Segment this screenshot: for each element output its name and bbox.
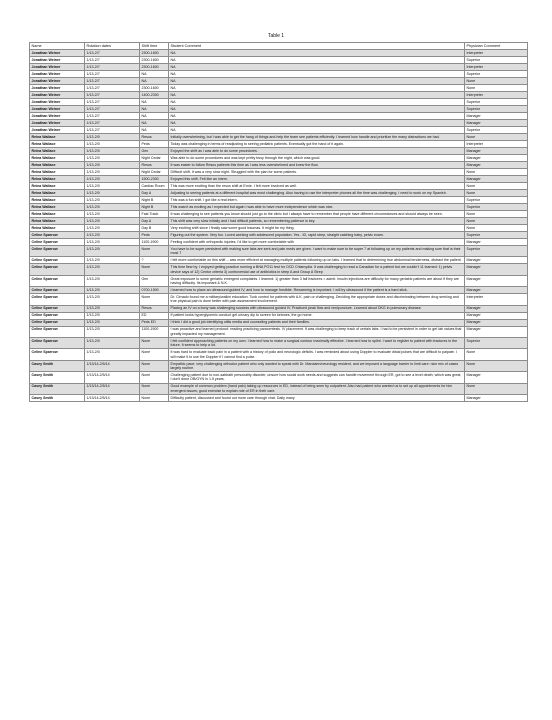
student-comment-cell: NA <box>169 78 465 85</box>
shift-time-cell: Gen <box>140 148 169 155</box>
table-row <box>30 372 528 383</box>
student-comment-cell: Adjusting to seeing patients at a different hospital was most challenging. Also having to use the interpreter phones all the time was challenging. I need to work on my Spanish. <box>169 190 465 197</box>
shift-time-cell: 2300-1600 <box>140 57 169 64</box>
physician-comment-cell: None <box>465 78 528 85</box>
rotation-dates-cell: 1/13-2/0 <box>85 169 140 176</box>
rotation-dates-cell: 1/13-2/0 <box>85 305 140 312</box>
rotation-dates-cell: 1/13-2/0 <box>85 218 140 225</box>
student-comment-cell: NA <box>169 85 465 92</box>
shift-time-cell: None <box>140 383 169 394</box>
header-name: Name <box>30 43 85 50</box>
student-comment-cell: NA <box>169 99 465 106</box>
physician-comment-cell: Manager <box>465 312 528 319</box>
physician-comment-cell: Manager <box>465 264 528 275</box>
physician-comment-cell: None <box>465 183 528 190</box>
name-cell: Celine Sparrow <box>30 326 85 337</box>
shift-time-cell: 0700-1500 <box>140 287 169 294</box>
table-row <box>30 349 528 360</box>
student-comment-cell: This was a fun shift. I got like a real intern. <box>169 197 465 204</box>
physician-comment-cell: Superior <box>465 106 528 113</box>
physician-comment-cell: Superior <box>465 99 528 106</box>
shift-time-cell: Day A <box>140 190 169 197</box>
student-comment-cell: NA <box>169 71 465 78</box>
physician-comment-cell: Manager <box>465 155 528 162</box>
table-row <box>30 312 528 319</box>
shift-time-cell: None <box>140 338 169 349</box>
table-row <box>30 113 528 120</box>
rotation-dates-cell: 1/13-2/0 <box>85 211 140 218</box>
rotation-dates-cell: 1/13-2/0 <box>85 312 140 319</box>
rotation-dates-cell: 1/13-2/7 <box>85 113 140 120</box>
rotation-dates-cell: 1/13-2/0 <box>85 141 140 148</box>
table-row <box>30 106 528 113</box>
student-comment-cell: Dr. Cirnado found me a military/walkin education. Took control for patients with A.K. pain or challenging. Deciding the appropriate doses and discriminating between drug seeking and true physical pain is done better with pain assessment involvement. <box>169 294 465 305</box>
student-comment-cell: It was challenging to see patients you know should just go to the clinic but I always have to remember that people have different circumstances and should always be seen. <box>169 211 465 218</box>
shift-time-cell: None <box>140 360 169 371</box>
physician-comment-cell: Manager <box>465 162 528 169</box>
name-cell: Reina Wallace <box>30 218 85 225</box>
physician-comment-cell: Manager <box>465 275 528 286</box>
rotation-dates-cell: 1/13-2/0 <box>85 183 140 190</box>
student-comment-cell: NA <box>169 127 465 134</box>
name-cell: Celine Sparrow <box>30 319 85 326</box>
physician-comment-cell: Manager <box>465 239 528 246</box>
table-row <box>30 275 528 286</box>
physician-comment-cell: None <box>465 218 528 225</box>
student-comment-cell: Enjoyed the shift as I was able to do some procedures. <box>169 148 465 155</box>
rotation-dates-cell: 1/13-2/7 <box>85 120 140 127</box>
table-row <box>30 204 528 211</box>
name-cell: Reina Wallace <box>30 176 85 183</box>
name-cell: Jonathan Weiner <box>30 127 85 134</box>
physician-comment-cell: Superior <box>465 338 528 349</box>
table-body <box>30 50 528 402</box>
table-row <box>30 176 528 183</box>
name-cell: Jonathan Weiner <box>30 92 85 99</box>
rotation-dates-cell: 1/13-2/0 <box>85 239 140 246</box>
name-cell: Jonathan Weiner <box>30 78 85 85</box>
rotation-dates-cell: 1/13-2/7 <box>85 71 140 78</box>
physician-comment-cell: Superior <box>465 232 528 239</box>
name-cell: Celine Sparrow <box>30 275 85 286</box>
name-cell: Celine Sparrow <box>30 239 85 246</box>
table-row <box>30 218 528 225</box>
table-row <box>30 211 528 218</box>
student-comment-cell: Figuring out the system. Very fun. Loved working with adolescent population. Yes - ID, rapid strep, straight catching baby, pelvic exam. <box>169 232 465 239</box>
name-cell: Reina Wallace <box>30 204 85 211</box>
physician-comment-cell: Manager <box>465 113 528 120</box>
rotation-dates-cell: 1/13-2/7 <box>85 85 140 92</box>
shift-time-cell: Resus <box>140 305 169 312</box>
rotation-dates-cell: 1/13/14-2/5/14 <box>85 360 140 371</box>
shift-time-cell: NA <box>140 113 169 120</box>
physician-comment-cell: Superior <box>465 57 528 64</box>
rotation-dates-cell: 1/13-2/7 <box>85 99 140 106</box>
header-physician-comment: Physician Comment <box>465 43 528 50</box>
table-row <box>30 326 528 337</box>
table-row <box>30 239 528 246</box>
name-cell: Celine Sparrow <box>30 264 85 275</box>
table-row <box>30 162 528 169</box>
student-comment-cell: Initially overwhelming, but I was able to get the hang of things and help the team see patients efficiently. I learned how handle and prioritize the many distractions we had. <box>169 134 465 141</box>
rotation-dates-cell: 1/13-2/0 <box>85 319 140 326</box>
table-row <box>30 232 528 239</box>
table-row <box>30 57 528 64</box>
physician-comment-cell: None <box>465 211 528 218</box>
table-row <box>30 50 528 57</box>
rotation-dates-cell: 1/13-2/0 <box>85 134 140 141</box>
name-cell: Jonathan Weiner <box>30 71 85 78</box>
shift-time-cell: 1400-2300 <box>140 92 169 99</box>
name-cell: Reina Wallace <box>30 134 85 141</box>
shift-time-cell: None <box>140 395 169 402</box>
physician-comment-cell: Manager <box>465 176 528 183</box>
rotation-dates-cell: 1/13-2/0 <box>85 197 140 204</box>
table-row <box>30 99 528 106</box>
physician-comment-cell: Manager <box>465 395 528 402</box>
rotation-dates-cell: 1/13-2/7 <box>85 92 140 99</box>
rotation-dates-cell: 1/13/14-2/5/14 <box>85 372 140 383</box>
name-cell: Reina Wallace <box>30 190 85 197</box>
name-cell: Reina Wallace <box>30 141 85 148</box>
physician-comment-cell: Interpreter <box>465 92 528 99</box>
header-student-comment: Student Comment <box>169 43 465 50</box>
rotation-dates-cell: 1/13-2/0 <box>85 225 140 232</box>
student-comment-cell: NA <box>169 57 465 64</box>
name-cell: Celine Sparrow <box>30 287 85 294</box>
name-cell: Casey Smith <box>30 383 85 394</box>
shift-time-cell: Gen <box>140 275 169 286</box>
table-row <box>30 360 528 371</box>
physician-comment-cell: Manager <box>465 120 528 127</box>
student-comment-cell: NA <box>169 50 465 57</box>
shift-time-cell: Day B <box>140 225 169 232</box>
student-comment-cell: I felt more comfortable on this shift -- was more efficient at managing multiple patients following up on labs. I learned that to determining true abdominal tenderness, distract the patient. <box>169 257 465 264</box>
shift-time-cell: Resus <box>140 162 169 169</box>
name-cell: Celine Sparrow <box>30 232 85 239</box>
student-comment-cell: Very exciting shift since I finally saw some good traumas. It might be my thing. <box>169 225 465 232</box>
shift-time-cell: ED <box>140 312 169 319</box>
rotation-dates-cell: 1/13-2/0 <box>85 257 140 264</box>
shift-time-cell: NA <box>140 71 169 78</box>
table-row <box>30 287 528 294</box>
student-comment-cell: It was hard to evaluate back pain in a patient with a history of polio and neurologic deficits. I was reminded about using Doppler to evaluate distal pulses that are difficult to palpate. I will make it to use the Doppler if I cannot find a pulse. <box>169 349 465 360</box>
name-cell: Reina Wallace <box>30 225 85 232</box>
shift-time-cell: Peds <box>140 232 169 239</box>
table-row <box>30 338 528 349</box>
rotation-dates-cell: 1/13-2/0 <box>85 232 140 239</box>
shift-time-cell: None <box>140 246 169 257</box>
table-row <box>30 257 528 264</box>
name-cell: Casey Smith <box>30 372 85 383</box>
student-comment-cell: This shift was very slow initially and I had difficult patients, so remembering patience is key. <box>169 218 465 225</box>
shift-time-cell: ? <box>140 257 169 264</box>
student-comment-cell: NA <box>169 92 465 99</box>
shift-time-cell: Night B <box>140 204 169 211</box>
table-row <box>30 155 528 162</box>
physician-comment-cell: Manager <box>465 319 528 326</box>
student-comment-cell: Great exposure to some geriatric emergent complaints. I learned: 1) greater than 3 fall fractures = admit. Insulin injections are difficulty for many geriatric patients are about if they are having difficulty. Its important & N.K. <box>169 275 465 286</box>
shift-time-cell: Peds ED <box>140 319 169 326</box>
student-comment-cell: I was proactive and learned protocol: reading practicing paracentesis. IV placement. It was challenging to keep track of certain labs. I had to be persistent in order to get lab values that greatly impacted my management. <box>169 326 465 337</box>
shift-time-cell: Fast Track <box>140 211 169 218</box>
student-comment-cell: NA <box>169 120 465 127</box>
shift-time-cell: 2300-1600 <box>140 64 169 71</box>
table-row <box>30 197 528 204</box>
rotation-dates-cell: 1/13/14-2/5/14 <box>85 383 140 394</box>
table-row <box>30 85 528 92</box>
rotation-dates-cell: 1/13-2/0 <box>85 338 140 349</box>
table-row <box>30 294 528 305</box>
physician-comment-cell: Superior <box>465 197 528 204</box>
table-row <box>30 395 528 402</box>
table-row <box>30 120 528 127</box>
name-cell: Casey Smith <box>30 395 85 402</box>
shift-time-cell: Night B <box>140 197 169 204</box>
physician-comment-cell: Interpreter <box>465 64 528 71</box>
physician-comment-cell: Manager <box>465 287 528 294</box>
physician-comment-cell: Manager <box>465 305 528 312</box>
table-row <box>30 64 528 71</box>
shift-time-cell: None <box>140 372 169 383</box>
student-comment-cell: NA <box>169 106 465 113</box>
rotation-dates-cell: 1/13-2/0 <box>85 162 140 169</box>
shift-time-cell: 1500-2300 <box>140 176 169 183</box>
rotation-dates-cell: 1/13-2/0 <box>85 326 140 337</box>
table-row <box>30 319 528 326</box>
student-comment-cell: Placing an IV on a bony was challenging success with ultrasound guided IV. Practiced peak flow and venipuncture. Learned about DKG in pulmonary disease. <box>169 305 465 312</box>
shift-time-cell: Night Cedar <box>140 169 169 176</box>
rotation-dates-cell: 1/13-2/7 <box>85 57 140 64</box>
shift-time-cell: Peds <box>140 141 169 148</box>
name-cell: Reina Wallace <box>30 183 85 190</box>
rotation-table <box>29 42 528 402</box>
physician-comment-cell: None <box>465 190 528 197</box>
table-row <box>30 246 528 257</box>
table-row <box>30 134 528 141</box>
student-comment-cell: It was easier to follow Resus patients this time as I was less overwhelmed and knew the flow. <box>169 162 465 169</box>
physician-comment-cell: Superior <box>465 127 528 134</box>
table-row <box>30 225 528 232</box>
student-comment-cell: I think I did a good job identifying otitis media and counseling patients and their families. <box>169 319 465 326</box>
rotation-dates-cell: 1/13-2/7 <box>85 78 140 85</box>
name-cell: Jonathan Weiner <box>30 85 85 92</box>
table-row <box>30 92 528 99</box>
student-comment-cell: This time flew by. I enjoyed getting practice running a BNA PO11 test for OCD Chlamydia. It was challenging to read a Canadian for a patient but we couldn't 11 learned: 1) pelvis device says of 12) Centor criteria 3) controversial use of antibiotics in strep A and Group A Strep <box>169 264 465 275</box>
shift-time-cell: NA <box>140 99 169 106</box>
header-rotation-dates: Rotation dates <box>85 43 140 50</box>
table-header-row <box>30 43 528 50</box>
name-cell: Celine Sparrow <box>30 338 85 349</box>
shift-time-cell: None <box>140 294 169 305</box>
student-comment-cell: Feeling confident with orthopedic injuries. I'd like to get more comfortable with <box>169 239 465 246</box>
table-row <box>30 190 528 197</box>
shift-time-cell: 1100-1900 <box>140 326 169 337</box>
rotation-dates-cell: 1/13-2/0 <box>85 190 140 197</box>
table-row <box>30 183 528 190</box>
physician-comment-cell: Interpreter <box>465 294 528 305</box>
physician-comment-cell: None <box>465 225 528 232</box>
name-cell: Celine Sparrow <box>30 257 85 264</box>
shift-time-cell: None <box>140 349 169 360</box>
shift-time-cell: 1100-1900 <box>140 239 169 246</box>
physician-comment-cell: None <box>465 383 528 394</box>
physician-comment-cell: Superior <box>465 246 528 257</box>
shift-time-cell: Day A <box>140 218 169 225</box>
name-cell: Jonathan Weiner <box>30 99 85 106</box>
physician-comment-cell: Manager <box>465 257 528 264</box>
student-comment-cell: I felt confident approaching patients on my own. I learned how to make a surgical contour maximally effective. I learned how to splint. I want to register to patient with fractures in the future. It seems to help a lot. <box>169 338 465 349</box>
rotation-dates-cell: 1/13-2/0 <box>85 148 140 155</box>
table-row <box>30 78 528 85</box>
name-cell: Celine Sparrow <box>30 312 85 319</box>
shift-time-cell: 2300-1600 <box>140 50 169 57</box>
name-cell: Celine Sparrow <box>30 246 85 257</box>
physician-comment-cell: None <box>465 85 528 92</box>
physician-comment-cell: Superior <box>465 71 528 78</box>
physician-comment-cell: None <box>465 349 528 360</box>
name-cell: Jonathan Weiner <box>30 113 85 120</box>
rotation-dates-cell: 1/13-2/0 <box>85 287 140 294</box>
rotation-dates-cell: 1/13-2/7 <box>85 50 140 57</box>
header-shift-time: Shift time <box>140 43 169 50</box>
rotation-dates-cell: 1/13-2/7 <box>85 106 140 113</box>
student-comment-cell: Good example of common problem (hand pain) taking up resources in ED, instead of being seen by outpatient. Also had patient who wanted us to set up all appointments for him emergent issues; good exercise to explain role of ER in their care. <box>169 383 465 394</box>
rotation-dates-cell: 1/13/14-2/5/14 <box>85 395 140 402</box>
physician-comment-cell: Manager <box>465 326 528 337</box>
physician-comment-cell: Interpreter <box>465 141 528 148</box>
name-cell: Jonathan Weiner <box>30 106 85 113</box>
name-cell: Reina Wallace <box>30 155 85 162</box>
name-cell: Reina Wallace <box>30 162 85 169</box>
table-row <box>30 169 528 176</box>
student-comment-cell: I learned how to place an ultrasound guided IV, and how to manage frostbite. Rewarming is important. I will try ultrasound if the patient is a hard stick. <box>169 287 465 294</box>
rotation-dates-cell: 1/13-2/0 <box>85 155 140 162</box>
table-row <box>30 148 528 155</box>
student-comment-cell: Was able to do some procedures and was kept pretty busy through the night, which was good. <box>169 155 465 162</box>
rotation-dates-cell: 1/13-2/0 <box>85 294 140 305</box>
physician-comment-cell: Manager <box>465 148 528 155</box>
physician-comment-cell: None <box>465 360 528 371</box>
physician-comment-cell: Manager <box>465 372 528 383</box>
table-row <box>30 71 528 78</box>
student-comment-cell: Difficult shift. It was a very slow night. Struggled with the plan for some patients. <box>169 169 465 176</box>
student-comment-cell: Challenging patient due to non-sabbath personality disorder, unsure how social work needs and suggests can handle movement through ER, got to see a level death, which was great, I don't done OB/GYN in 1.5 years. <box>169 372 465 383</box>
rotation-dates-cell: 1/13-2/7 <box>85 127 140 134</box>
rotation-dates-cell: 1/13-2/0 <box>85 264 140 275</box>
name-cell: Celine Sparrow <box>30 305 85 312</box>
shift-time-cell: NA <box>140 127 169 134</box>
student-comment-cell: NA <box>169 64 465 71</box>
shift-time-cell: Resus <box>140 134 169 141</box>
name-cell: Reina Wallace <box>30 169 85 176</box>
shift-time-cell: NA <box>140 120 169 127</box>
shift-time-cell: None <box>140 264 169 275</box>
student-comment-cell: This wasn't as exciting as I expected but again I was able to have more independence which was nice. <box>169 204 465 211</box>
student-comment-cell: Today was challenging in terms of readjusting to seeing pediatric patients. Eventually got the hand of it again. <box>169 141 465 148</box>
rotation-dates-cell: 1/13-2/0 <box>85 176 140 183</box>
physician-comment-cell: Superior <box>465 204 528 211</box>
student-comment-cell: Empathic pace; very challenging orthodox patient who only wanted to speak with Dr. Mandarin/neurology resident, and we imposed a language barrier to limit care: nice mix of cases largely routine. <box>169 360 465 371</box>
name-cell: Jonathan Weiner <box>30 64 85 71</box>
student-comment-cell: This was more exciting than the resus shift at Ernie. I felt more involved as well. <box>169 183 465 190</box>
table-row <box>30 141 528 148</box>
shift-time-cell: NA <box>140 106 169 113</box>
name-cell: Reina Wallace <box>30 148 85 155</box>
table-title: Table 1 <box>267 33 285 39</box>
table-row <box>30 264 528 275</box>
physician-comment-cell: Interpreter <box>465 50 528 57</box>
rotation-dates-cell: 1/13-2/7 <box>85 64 140 71</box>
name-cell: Celine Sparrow <box>30 294 85 305</box>
student-comment-cell: If patient looks hyperglycemic conduct get urinary dip to screen for ketones, the go home. <box>169 312 465 319</box>
shift-time-cell: Cardiac Room <box>140 183 169 190</box>
shift-time-cell: 2300-1600 <box>140 85 169 92</box>
shift-time-cell: NA <box>140 78 169 85</box>
table-row <box>30 127 528 134</box>
rotation-dates-cell: 1/13-2/0 <box>85 204 140 211</box>
table-row <box>30 383 528 394</box>
physician-comment-cell: None <box>465 134 528 141</box>
shift-time-cell: Night Cedar <box>140 155 169 162</box>
student-comment-cell: You have to be super persistent with making sure labs are sent and pain meds are given. I want to make sure to be super 7 at following up on my patients and making sure that is their most 7 <box>169 246 465 257</box>
name-cell: Casey Smith <box>30 360 85 371</box>
rotation-dates-cell: 1/13-2/0 <box>85 349 140 360</box>
student-comment-cell: Difficulty patient, discussed and found out more care through chat. Daily many <box>169 395 465 402</box>
name-cell: Celine Sparrow <box>30 349 85 360</box>
name-cell: Jonathan Weiner <box>30 50 85 57</box>
table-row <box>30 305 528 312</box>
rotation-dates-cell: 1/13-2/0 <box>85 246 140 257</box>
name-cell: Jonathan Weiner <box>30 120 85 127</box>
student-comment-cell: NA <box>169 113 465 120</box>
name-cell: Jonathan Weiner <box>30 57 85 64</box>
student-comment-cell: Enjoyed this shift. Felt like an intern. <box>169 176 465 183</box>
name-cell: Reina Wallace <box>30 197 85 204</box>
name-cell: Reina Wallace <box>30 211 85 218</box>
rotation-dates-cell: 1/13-2/0 <box>85 275 140 286</box>
physician-comment-cell: None <box>465 169 528 176</box>
